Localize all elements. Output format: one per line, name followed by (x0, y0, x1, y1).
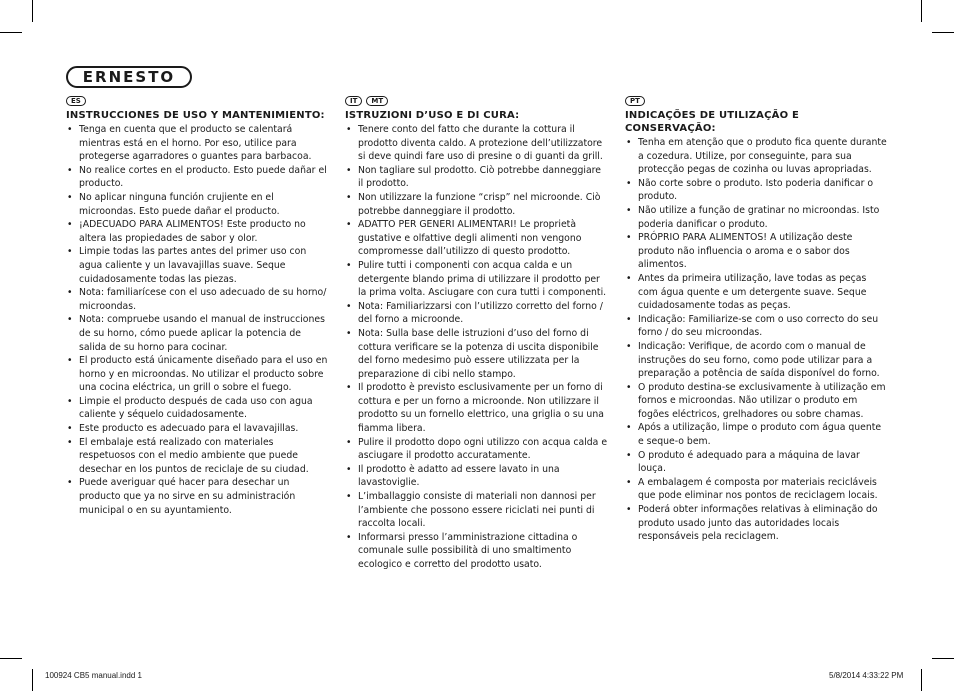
list-item: • Limpie todas las partes antes del primer uso con agua caliente y un lavavajillas suave. Seque cuidadosamente todas las piezas. (66, 245, 330, 286)
section-heading: ISTRUZIONI D’USO E DI CURA: (345, 110, 520, 121)
list-item: • Não corte sobre o produto. Isto poderia danificar o produto. (625, 177, 889, 204)
crop-mark (32, 0, 33, 22)
list-item: • No aplicar ninguna función crujiente en el microondas. Esto puede dañar el producto. (66, 191, 330, 218)
list-item: • El producto está únicamente diseñado para el uso en horno y en microondas. No utilizar el producto sobre una cocina eléctrica, un grill o sobre el fuego. (66, 354, 330, 395)
footer-file-info: 100924 CB5 manual.indd 1 (45, 671, 142, 680)
language-badge-pt: PT (625, 96, 645, 106)
list-item: • Tenere conto del fatto che durante la cottura il prodotto diventa caldo. A protezione dell’utilizzatore si deve quindi fare uso di presine o di guanti da grill. (345, 123, 608, 164)
list-item: • Nota: familiarícese con el uso adecuado de su horno/ microondas. (66, 286, 330, 313)
crop-mark (932, 32, 954, 33)
instruction-list (66, 123, 330, 517)
list-item: • Il prodotto è adatto ad essere lavato in una lavastoviglie. (345, 463, 608, 490)
language-badges (345, 96, 608, 106)
crop-mark (932, 658, 954, 659)
list-item: • Nota: Sulla base delle istruzioni d’uso del forno di cottura verificare se la potenza di uscita disponibile del forno medesimo può essere utilizzata per la preparazione di cibi nello stampo. (345, 327, 608, 381)
list-item: • Este producto es adecuado para el lavavajillas. (66, 422, 330, 436)
brand-logo-text: ERNESTO (82, 68, 176, 86)
list-item: • Indicação: Verifique, de acordo com o manual de instruções do seu forno, como pode utilizar para a preparação a potência de saída disponível do forno. (625, 340, 889, 381)
list-item: • Pulire tutti i componenti con acqua calda e un detergente blando prima di utilizzare il prodotto per la prima volta. Asciugare con cura tutti i componenti. (345, 259, 608, 300)
list-item: • Não utilize a função de gratinar no microondas. Isto poderia danificar o produto. (625, 204, 889, 231)
list-item: • Non utilizzare la funzione “crisp” nel microonde. Ciò potrebbe danneggiare il prodotto. (345, 191, 608, 218)
list-item: • Il prodotto è previsto esclusivamente per un forno di cottura e per un forno a microonde. Non utilizzare il prodotto su un fornello elettrico, una griglia o su una fiamma libera. (345, 381, 608, 435)
language-badges (66, 96, 330, 106)
instruction-list (625, 136, 889, 544)
crop-mark (921, 669, 922, 691)
crop-mark (0, 32, 22, 33)
list-item: • No realice cortes en el producto. Esto puede dañar el producto. (66, 164, 330, 191)
list-item: • Limpie el producto después de cada uso con agua caliente y séquelo cuidadosamente. (66, 395, 330, 422)
list-item: • ¡ADECUADO PARA ALIMENTOS! Este producto no altera las propiedades de sabor y olor. (66, 218, 330, 245)
column-es (66, 96, 330, 517)
language-badge-it: IT (345, 96, 362, 106)
brand-logo (66, 66, 192, 88)
list-item: • Nota: compruebe usando el manual de instrucciones de su horno, cómo puede aplicar la potencia de salida de su horno para cocinar. (66, 313, 330, 354)
language-badge-mt: MT (366, 96, 388, 106)
list-item: • Poderá obter informações relativas à eliminação do produto usado junto das autoridades locais responsáveis pela reciclagem. (625, 503, 889, 544)
instruction-list (345, 123, 608, 572)
list-item: • PRÓPRIO PARA ALIMENTOS! A utilização deste produto não influencia o aroma e o sabor dos alimentos. (625, 231, 889, 272)
language-badges (625, 96, 889, 106)
crop-mark (32, 669, 33, 691)
list-item: • Antes da primeira utilização, lave todas as peças com água quente e um detergente suave. Seque cuidadosamente todas as peças. (625, 272, 889, 313)
list-item: • O produto destina-se exclusivamente à utilização em fornos e microondas. Não utilizar o produto em fogões eléctricos, grelhadores ou sobre chamas. (625, 381, 889, 422)
column-pt (625, 96, 889, 544)
list-item: • Non tagliare sul prodotto. Ciò potrebbe danneggiare il prodotto. (345, 164, 608, 191)
list-item: • Tenha em atenção que o produto fica quente durante a cozedura. Utilize, por conseguinte, para sua protecção pegas de cozinha ou luvas apropriadas. (625, 136, 889, 177)
list-item: • Puede averiguar qué hacer para desechar un producto que ya no sirve en su administración municipal o en su ayuntamiento. (66, 476, 330, 517)
list-item: • O produto é adequado para a máquina de lavar louça. (625, 449, 889, 476)
section-heading: INDICAÇÕES DE UTILIZAÇÃO E CONSERVAÇÃO: (625, 110, 799, 134)
list-item: • Nota: Familiarizzarsi con l’utilizzo corretto del forno / del forno a microonde. (345, 300, 608, 327)
crop-mark (0, 658, 22, 659)
crop-mark (921, 0, 922, 22)
list-item: • A embalagem é composta por materiais recicláveis que pode eliminar nos pontos de reciclagem locais. (625, 476, 889, 503)
list-item: • L’imballaggio consiste di materiali non dannosi per l’ambiente che possono essere riciclati nei punti di raccolta locali. (345, 490, 608, 531)
list-item: • Após a utilização, limpe o produto com água quente e seque-o bem. (625, 421, 889, 448)
list-item: • Informarsi presso l’amministrazione cittadina o comunale sulle possibilità di uno smaltimento ecologico e corretto del prodotto usato. (345, 531, 608, 572)
section-heading: INSTRUCCIONES DE USO Y MANTENIMIENTO: (66, 110, 325, 121)
list-item: • Tenga en cuenta que el producto se calentará mientras está en el horno. Por eso, utilice para protegerse agarradores o guantes para barbacoa. (66, 123, 330, 164)
language-badge-es: ES (66, 96, 86, 106)
list-item: • ADATTO PER GENERI ALIMENTARI! Le proprietà gustative e olfattive degli alimenti non vengono compromesse dall’utilizzo di questo prodotto. (345, 218, 608, 259)
list-item: • Indicação: Familiarize-se com o uso correcto do seu forno / do seu microondas. (625, 313, 889, 340)
list-item: • El embalaje está realizado con materiales respetuosos con el medio ambiente que puede desechar en los puntos de reciclaje de su ciudad. (66, 436, 330, 477)
footer-timestamp: 5/8/2014 4:33:22 PM (829, 671, 904, 680)
column-it-mt (345, 96, 608, 572)
list-item: • Pulire il prodotto dopo ogni utilizzo con acqua calda e asciugare il prodotto accuratamente. (345, 436, 608, 463)
